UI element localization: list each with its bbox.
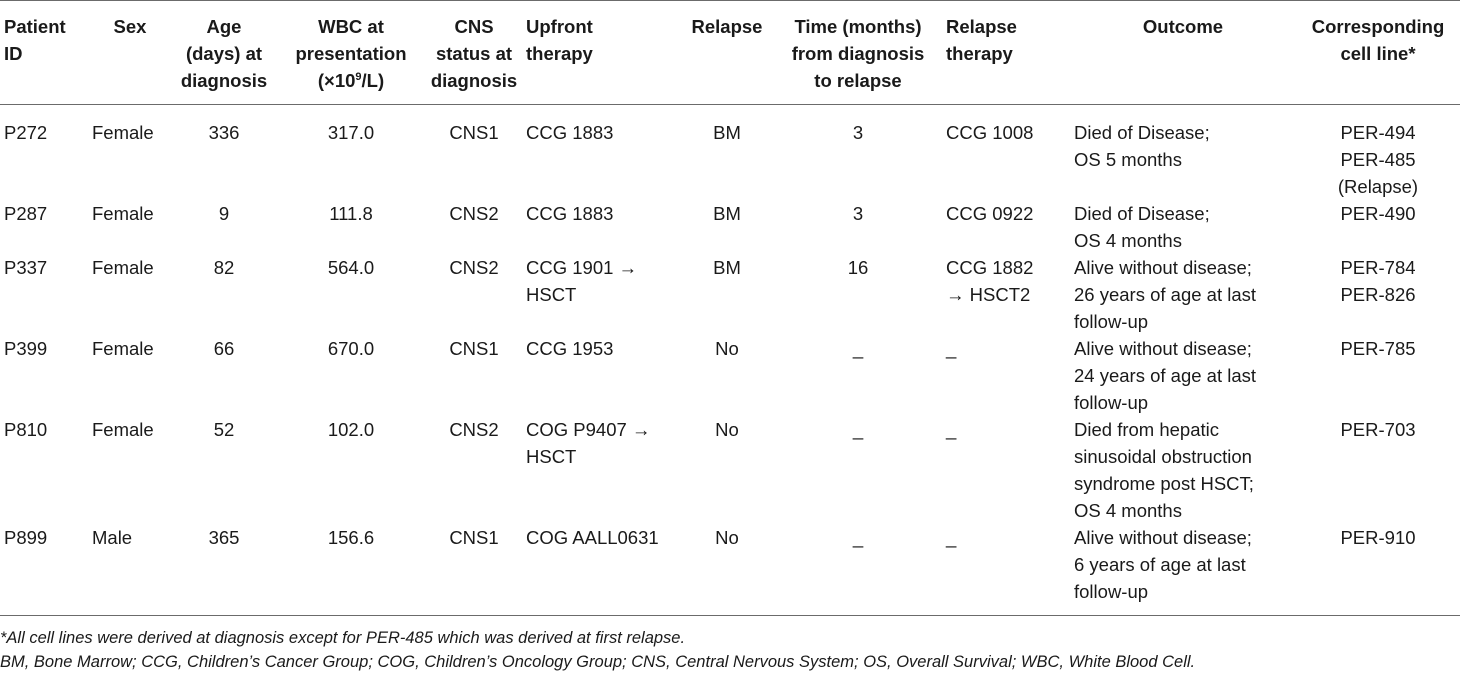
header-cns-status: CNS status at diagnosis: [430, 16, 518, 91]
cell-sex: Female: [92, 419, 154, 440]
cell-relapse: No: [715, 419, 739, 440]
footnote-abbreviations: BM, Bone Marrow; CCG, Children’s Cancer Group; COG, Children’s Oncology Group; CNS, Central Nervous System; OS, Overall Survival; WBC, White Blood Cell.: [0, 653, 1196, 671]
cell-outcome: Died of Disease; OS 5 months: [1074, 122, 1210, 170]
header-relapse-therapy: Relapse therapy: [946, 16, 1017, 64]
header-wbc-unit-prefix: (×10: [317, 70, 356, 91]
header-outcome: Outcome: [1142, 16, 1224, 37]
cell-age: 365: [208, 527, 240, 548]
cell-age: 66: [213, 338, 235, 359]
table-row: [0, 254, 1460, 335]
cell-patient-id: P337: [4, 257, 48, 278]
cell-sex: Male: [92, 527, 133, 548]
header-wbc-unit-suffix: /L): [361, 70, 385, 91]
cell-sex: Female: [92, 338, 154, 359]
cell-cns: CNS2: [449, 203, 499, 224]
cell-patient-id: P810: [4, 419, 48, 440]
cell-relapse: BM: [713, 122, 741, 143]
cell-age: 9: [218, 203, 230, 224]
cell-outcome: Died from hepatic sinusoidal obstruction syndrome post HSCT; OS 4 months: [1074, 419, 1254, 521]
header-upfront-therapy: Upfront therapy: [526, 16, 593, 64]
cell-upfront: COG P9407 → HSCT: [526, 419, 651, 467]
cell-upfront: CCG 1901 → HSCT: [526, 257, 638, 305]
cell-outcome: Died of Disease; OS 4 months: [1074, 203, 1210, 251]
header-wbc-unit-sup: 9: [355, 70, 362, 83]
cell-cns: CNS2: [449, 257, 499, 278]
cell-age: 52: [213, 419, 235, 440]
cell-relapse: BM: [713, 203, 741, 224]
table-footnotes: [0, 626, 1460, 674]
header-row: [0, 1, 1460, 105]
footnote-cell-lines: *All cell lines were derived at diagnosis except for PER-485 which was derived at first relapse.: [0, 629, 686, 647]
table-row: [0, 200, 1460, 254]
cell-patient-id: P899: [4, 527, 48, 548]
cell-outcome: Alive without disease; 26 years of age at last follow-up: [1074, 257, 1257, 332]
cell-cell-line: PER-910: [1340, 527, 1416, 548]
cell-wbc: 564.0: [327, 257, 375, 278]
cell-relapse-therapy: CCG 1882 → HSCT2: [946, 257, 1034, 305]
cell-cns: CNS1: [449, 338, 499, 359]
cell-cns: CNS2: [449, 419, 499, 440]
table-row: [0, 416, 1460, 524]
header-relapse: Relapse: [691, 16, 763, 37]
cell-time: 3: [852, 122, 864, 143]
table-row: [0, 105, 1460, 201]
cell-relapse-therapy: CCG 1008: [946, 122, 1034, 143]
cell-time: _: [852, 527, 864, 548]
cell-time: 3: [852, 203, 864, 224]
header-sex: Sex: [113, 16, 147, 37]
cell-wbc: 317.0: [327, 122, 375, 143]
cell-cell-line: PER-784 PER-826: [1340, 257, 1416, 305]
cell-sex: Female: [92, 203, 154, 224]
header-wbc: [276, 1, 426, 105]
table-row: [0, 524, 1460, 616]
table-row: [0, 335, 1460, 416]
cell-relapse-therapy: CCG 0922: [946, 203, 1034, 224]
cell-cns: CNS1: [449, 527, 499, 548]
cell-relapse: BM: [713, 257, 741, 278]
cell-time: _: [852, 419, 864, 440]
cell-cell-line: PER-490: [1340, 203, 1416, 224]
cell-cell-line: PER-703: [1340, 419, 1416, 440]
cell-upfront: COG AALL0631: [526, 527, 659, 548]
cell-wbc: 670.0: [327, 338, 375, 359]
cell-relapse: No: [715, 527, 739, 548]
cell-age: 336: [208, 122, 240, 143]
cell-relapse-therapy: _: [946, 527, 957, 548]
cell-outcome: Alive without disease; 6 years of age at last follow-up: [1074, 527, 1252, 602]
cell-wbc: 111.8: [329, 203, 373, 224]
header-age: Age (days) at diagnosis: [180, 16, 268, 91]
header-patient-id: Patient ID: [4, 16, 66, 64]
cell-relapse: No: [715, 338, 739, 359]
cell-relapse-therapy: _: [946, 419, 957, 440]
header-time-to-relapse: Time (months) from diagnosis to relapse: [791, 16, 925, 91]
cell-upfront: CCG 1883: [526, 122, 614, 143]
cell-relapse-therapy: _: [946, 338, 957, 359]
cell-cell-line: PER-494 PER-485 (Relapse): [1337, 122, 1419, 197]
cell-sex: Female: [92, 122, 154, 143]
cell-cns: CNS1: [449, 122, 499, 143]
header-wbc-label: WBC at presentation: [295, 16, 407, 64]
cell-upfront: CCG 1953: [526, 338, 614, 359]
cell-time: 16: [847, 257, 869, 278]
cell-upfront: CCG 1883: [526, 203, 614, 224]
cell-wbc: 102.0: [327, 419, 375, 440]
cell-patient-id: P272: [4, 122, 48, 143]
header-cell-line: Corresponding cell line*: [1311, 16, 1445, 64]
cell-outcome: Alive without disease; 24 years of age at last follow-up: [1074, 338, 1257, 413]
table-header: [0, 1, 1460, 105]
cell-sex: Female: [92, 257, 154, 278]
cell-patient-id: P399: [4, 338, 48, 359]
cell-patient-id: P287: [4, 203, 48, 224]
cell-wbc: 156.6: [327, 527, 375, 548]
cell-time: _: [852, 338, 864, 359]
cell-age: 82: [213, 257, 235, 278]
cell-cell-line: PER-785: [1340, 338, 1416, 359]
table-body: [0, 105, 1460, 616]
